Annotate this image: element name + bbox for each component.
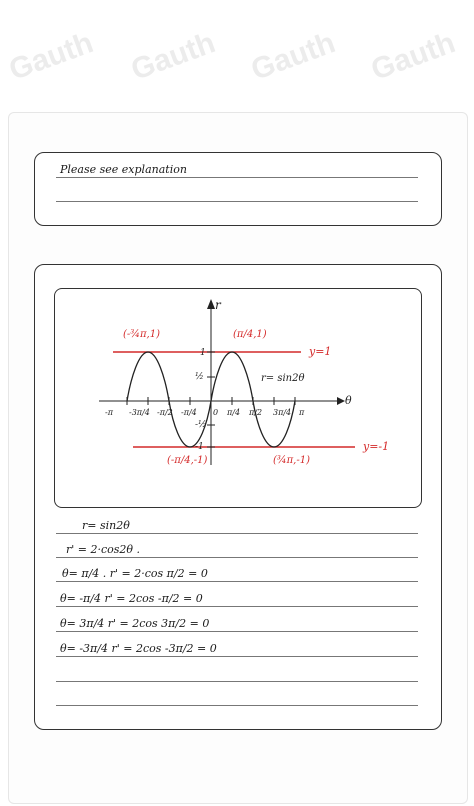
line-label-bottom: y=-1 <box>363 440 390 453</box>
watermark: Gauth <box>246 26 340 87</box>
ruled-line <box>56 177 418 178</box>
x-tick-label: -π <box>105 408 113 417</box>
x-tick-label: 0 <box>213 408 219 417</box>
ruled-line <box>56 631 418 632</box>
watermark: Gauth <box>126 26 220 87</box>
point-label-bottom-right: (¾π,-1) <box>273 455 310 466</box>
watermark: Gauth <box>366 26 460 87</box>
y-tick-neg-1: -1 <box>195 442 204 452</box>
explanation-line: r' = 2·cos2θ . <box>66 543 141 556</box>
ruled-line <box>56 201 418 202</box>
ruled-line <box>56 533 418 534</box>
ruled-line <box>56 705 418 706</box>
explanation-line: θ= π/4 . r' = 2·cos π/2 = 0 <box>62 567 208 580</box>
x-tick-label: π/4 <box>227 408 241 417</box>
x-tick-label: -π/2 <box>157 408 173 417</box>
axis-theta-label: θ <box>345 394 352 407</box>
ruled-line <box>56 681 418 682</box>
answer-text: Please see explanation <box>60 163 187 176</box>
explanation-line: θ= -3π/4 r' = 2cos -3π/2 = 0 <box>60 642 217 655</box>
r-axis-arrow <box>207 299 215 309</box>
ruled-line <box>56 557 418 558</box>
x-tick-label: π/2 <box>249 408 263 417</box>
point-label-bottom-left: (-π/4,-1) <box>167 455 208 466</box>
ruled-line <box>56 581 418 582</box>
line-label-top: y=1 <box>309 345 332 358</box>
axis-r-label: r <box>215 298 221 312</box>
ruled-line <box>56 656 418 657</box>
x-tick-label: -π/4 <box>181 408 197 417</box>
watermark: Gauth <box>4 26 98 87</box>
explanation-line: θ= -π/4 r' = 2cos -π/2 = 0 <box>60 592 203 605</box>
x-tick-label: -3π/4 <box>129 408 150 417</box>
ruled-line <box>56 606 418 607</box>
graph-panel <box>54 288 422 508</box>
curve-label: r= sin2θ <box>261 373 305 384</box>
explanation-line: r= sin2θ <box>82 519 130 532</box>
theta-axis-arrow <box>337 397 345 405</box>
polar-graph <box>55 289 421 507</box>
y-tick-half: ½ <box>195 372 204 382</box>
y-tick-neg-half: -½ <box>195 420 207 430</box>
point-label-top-left: (-¾π,1) <box>123 329 160 340</box>
explanation-line: θ= 3π/4 r' = 2cos 3π/2 = 0 <box>60 617 210 630</box>
x-tick-label: 3π/4 <box>273 408 292 417</box>
point-label-top-right: (π/4,1) <box>233 329 267 340</box>
x-tick-label: π <box>299 408 305 417</box>
y-tick-1: 1 <box>200 348 206 358</box>
